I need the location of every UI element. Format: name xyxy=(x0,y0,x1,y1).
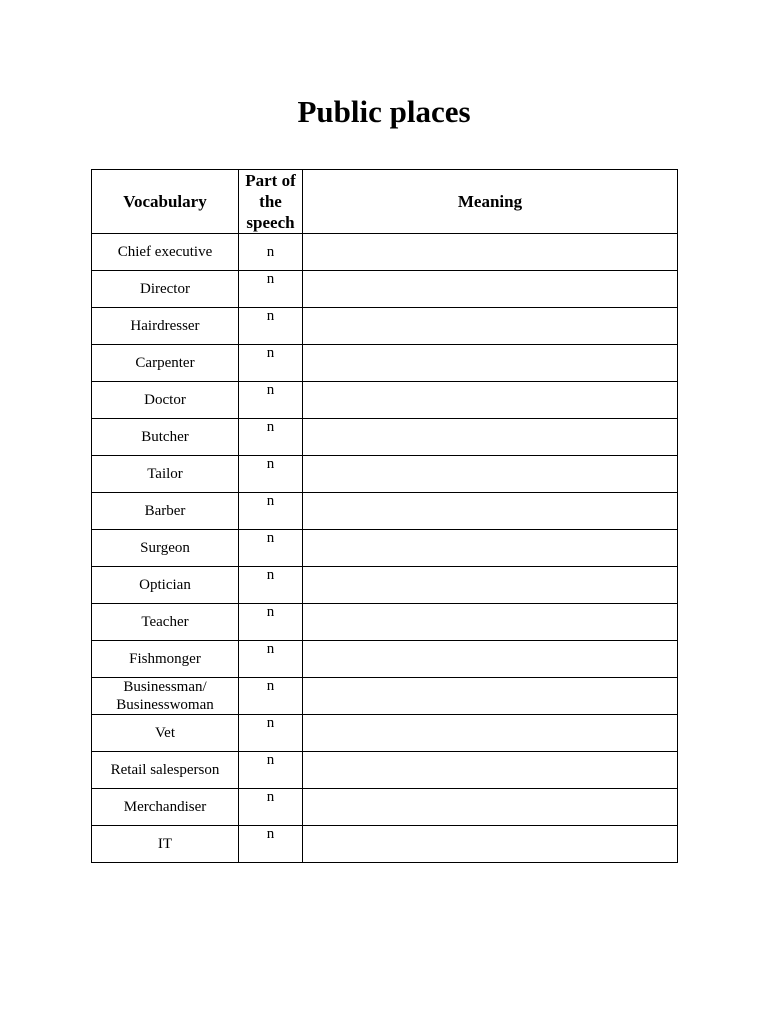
meaning-cell[interactable] xyxy=(303,826,678,863)
meaning-cell[interactable] xyxy=(303,678,678,715)
meaning-cell[interactable] xyxy=(303,567,678,604)
part-of-speech-cell: n xyxy=(239,567,303,604)
vocabulary-cell: Retail salesperson xyxy=(92,752,239,789)
table-row xyxy=(92,234,678,271)
vocabulary-cell: Butcher xyxy=(92,419,239,456)
meaning-cell[interactable] xyxy=(303,530,678,567)
table-row xyxy=(92,826,678,863)
meaning-cell[interactable] xyxy=(303,604,678,641)
meaning-cell[interactable] xyxy=(303,752,678,789)
table-row xyxy=(92,419,678,456)
table-row xyxy=(92,382,678,419)
vocabulary-cell: Chief executive xyxy=(92,234,239,271)
meaning-cell[interactable] xyxy=(303,345,678,382)
table-row xyxy=(92,271,678,308)
table-row xyxy=(92,308,678,345)
table-row xyxy=(92,715,678,752)
vocabulary-cell: Tailor xyxy=(92,456,239,493)
table-row xyxy=(92,345,678,382)
meaning-cell[interactable] xyxy=(303,419,678,456)
table-row xyxy=(92,752,678,789)
meaning-cell[interactable] xyxy=(303,456,678,493)
part-of-speech-cell: n xyxy=(239,419,303,456)
meaning-cell[interactable] xyxy=(303,308,678,345)
table-row xyxy=(92,789,678,826)
meaning-cell[interactable] xyxy=(303,493,678,530)
vocabulary-cell: Barber xyxy=(92,493,239,530)
part-of-speech-cell: n xyxy=(239,382,303,419)
table-row xyxy=(92,493,678,530)
meaning-cell[interactable] xyxy=(303,641,678,678)
part-of-speech-cell: n xyxy=(239,493,303,530)
meaning-cell[interactable] xyxy=(303,234,678,271)
vocabulary-cell: Merchandiser xyxy=(92,789,239,826)
vocabulary-cell: Carpenter xyxy=(92,345,239,382)
vocabulary-cell: Doctor xyxy=(92,382,239,419)
header-vocabulary: Vocabulary xyxy=(92,170,239,234)
part-of-speech-cell: n xyxy=(239,826,303,863)
part-of-speech-cell: n xyxy=(239,752,303,789)
part-of-speech-cell: n xyxy=(239,345,303,382)
table-row xyxy=(92,641,678,678)
vocabulary-cell: Director xyxy=(92,271,239,308)
table-row xyxy=(92,678,678,715)
meaning-cell[interactable] xyxy=(303,271,678,308)
meaning-cell[interactable] xyxy=(303,789,678,826)
part-of-speech-cell: n xyxy=(239,641,303,678)
vocabulary-cell: Hairdresser xyxy=(92,308,239,345)
header-meaning: Meaning xyxy=(303,170,678,234)
table-row xyxy=(92,604,678,641)
vocabulary-cell: Optician xyxy=(92,567,239,604)
meaning-cell[interactable] xyxy=(303,382,678,419)
part-of-speech-cell: n xyxy=(239,678,303,715)
table-header-row xyxy=(92,170,678,234)
part-of-speech-cell: n xyxy=(239,715,303,752)
part-of-speech-cell: n xyxy=(239,456,303,493)
part-of-speech-cell: n xyxy=(239,604,303,641)
page-title: Public places xyxy=(297,94,471,129)
table-row xyxy=(92,456,678,493)
header-part-of-speech: Part of the speech xyxy=(239,170,303,234)
part-of-speech-cell: n xyxy=(239,271,303,308)
meaning-cell[interactable] xyxy=(303,715,678,752)
vocabulary-cell: IT xyxy=(92,826,239,863)
vocabulary-cell: Businessman/ Businesswoman xyxy=(92,678,239,715)
vocabulary-cell: Vet xyxy=(92,715,239,752)
vocabulary-cell: Fishmonger xyxy=(92,641,239,678)
table-row xyxy=(92,530,678,567)
part-of-speech-cell: n xyxy=(239,234,303,271)
part-of-speech-cell: n xyxy=(239,308,303,345)
vocabulary-cell: Teacher xyxy=(92,604,239,641)
vocabulary-cell: Surgeon xyxy=(92,530,239,567)
part-of-speech-cell: n xyxy=(239,530,303,567)
table-row xyxy=(92,567,678,604)
vocabulary-table xyxy=(91,169,678,863)
part-of-speech-cell: n xyxy=(239,789,303,826)
